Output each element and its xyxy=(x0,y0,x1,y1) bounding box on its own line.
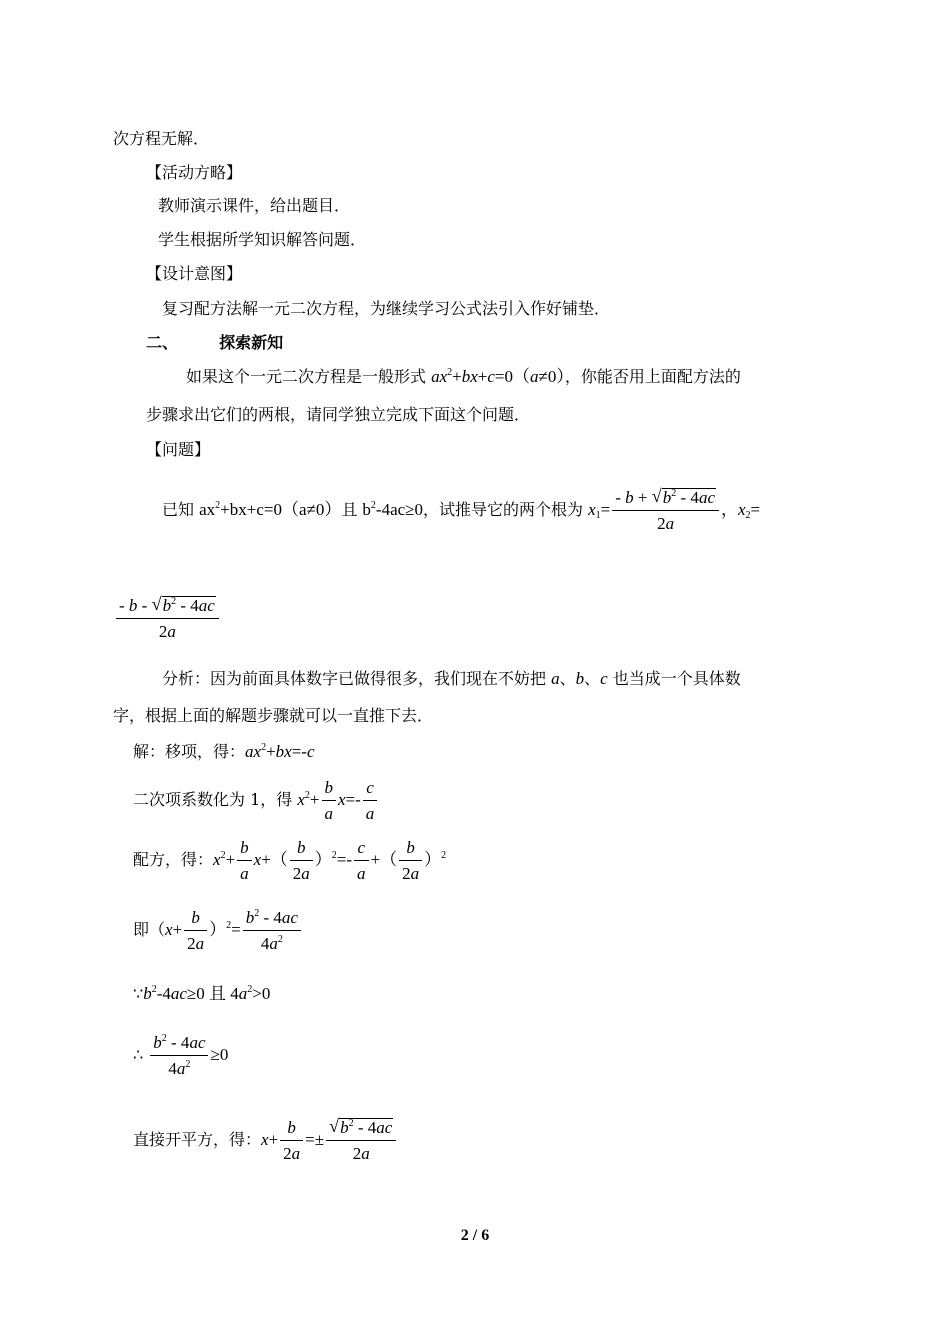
section-heading xyxy=(146,332,283,354)
equation: x+ $\frac{b}{2a}$ =± √ $b^2 - 4ac$ 2a xyxy=(261,1130,398,1149)
therefore-symbol: ∴ xyxy=(133,1045,149,1064)
text: 也当成一个具体数 xyxy=(607,669,741,688)
text-line: 复习配方法解一元二次方程，为继续学习公式法引入作好铺垫． xyxy=(162,299,611,318)
equation: $x^2+$ $\frac{b}{a}$ x=- $\frac{c}{a}$ xyxy=(297,790,379,809)
analysis-line: 字，根据上面的解题步骤就可以一直推下去． xyxy=(113,706,434,725)
text-line: 次方程无解． xyxy=(113,129,210,148)
root-x1-label: $x_1=$ xyxy=(588,500,611,521)
text-line: 学生根据所学知识解答问题． xyxy=(158,230,367,249)
text: 即（ xyxy=(133,920,166,939)
analysis-line: 分析：因为前面具体数字已做得很多，我们现在不妨把 a、b、c 也当成一个具体数 xyxy=(162,669,741,688)
equation: x+ $\frac{b}{2a}$ ）$^2$= $\frac{b^2 - 4ac}{4a^2}$ xyxy=(165,920,303,939)
solution-step-1 xyxy=(133,741,315,763)
paragraph-line: 步骤求出它们的两根，请同学独立完成下面这个问题． xyxy=(146,405,531,424)
text: 且 xyxy=(341,500,363,519)
text: 分析：因为前面具体数字已做得很多，我们现在不妨把 xyxy=(162,669,552,688)
paragraph-line xyxy=(186,366,741,388)
equation: $ax^2+bx+c=0(a\ne 0)$ xyxy=(199,500,342,519)
text: 二次项系数化为 1，得 xyxy=(133,790,298,809)
page-number: 2 / 6 xyxy=(460,1227,490,1244)
equation: $x^2+$ $\frac{b}{a}$ x+（ $\frac{b}{2a}$ ）$^2$=- $\frac{c}{a}$ +（ $\frac{b}{2a}$ ）$^2$ xyxy=(213,838,447,884)
solution-step-6 xyxy=(133,1030,228,1080)
text: 配方，得： xyxy=(133,850,214,869)
text: ，试推导它的两个根为 xyxy=(423,500,589,519)
text: 直接开平方，得： xyxy=(133,1130,262,1149)
section-label-problem: 【问题】 xyxy=(146,440,211,459)
section-number: 二、 xyxy=(146,333,179,352)
problem-statement: 已知 $ax^2+bx+c=0(a\ne 0)$且 $b^2-4ac\ge 0$，试推导它的两个根为 $x_1=$ - b + √ $b^2 - 4ac$ 2a ，$x_2=$ xyxy=(162,485,761,533)
condition: $b^2-4ac\ge 0$ xyxy=(362,500,424,519)
solution-step-5 xyxy=(133,983,270,1005)
text: 如果这个一元二次方程是一般形式 xyxy=(186,367,432,386)
equation: $b^2-4ac\ge 0$ 且 $4a^2>0$ xyxy=(143,984,271,1003)
root-x2-label: $x_2=$ xyxy=(737,500,761,521)
solution-step-7 xyxy=(133,1115,398,1165)
root-x1-formula: - b + √ $b^2 - 4ac$ 2a xyxy=(612,488,719,534)
solution-step-2 xyxy=(133,775,379,825)
text: 解：移项，得： xyxy=(133,742,246,761)
text: ，你能否用上面配方法的 xyxy=(564,367,741,386)
text: 已知 xyxy=(162,500,200,519)
text-line: 教师演示课件，给出题目． xyxy=(158,196,351,215)
equation: $ax^2+bx+c=0(a\ne 0)$ xyxy=(431,367,565,386)
solution-step-4 xyxy=(133,905,303,955)
equation: $ax^2+bx=-c$ xyxy=(245,742,315,761)
section-label-design: 【设计意图】 xyxy=(146,264,243,283)
solution-step-3 xyxy=(133,835,446,885)
section-label-activity: 【活动方略】 xyxy=(146,163,243,182)
variables: a xyxy=(551,669,560,688)
section-title: 探索新知 xyxy=(219,333,284,352)
root-x2-formula: - b - √ $b^2 - 4ac$ 2a xyxy=(116,596,219,642)
because-symbol: ∵ xyxy=(133,984,144,1003)
equation: $\frac{b^2 - 4ac}{4a^2}$ ≥0 xyxy=(148,1045,228,1064)
